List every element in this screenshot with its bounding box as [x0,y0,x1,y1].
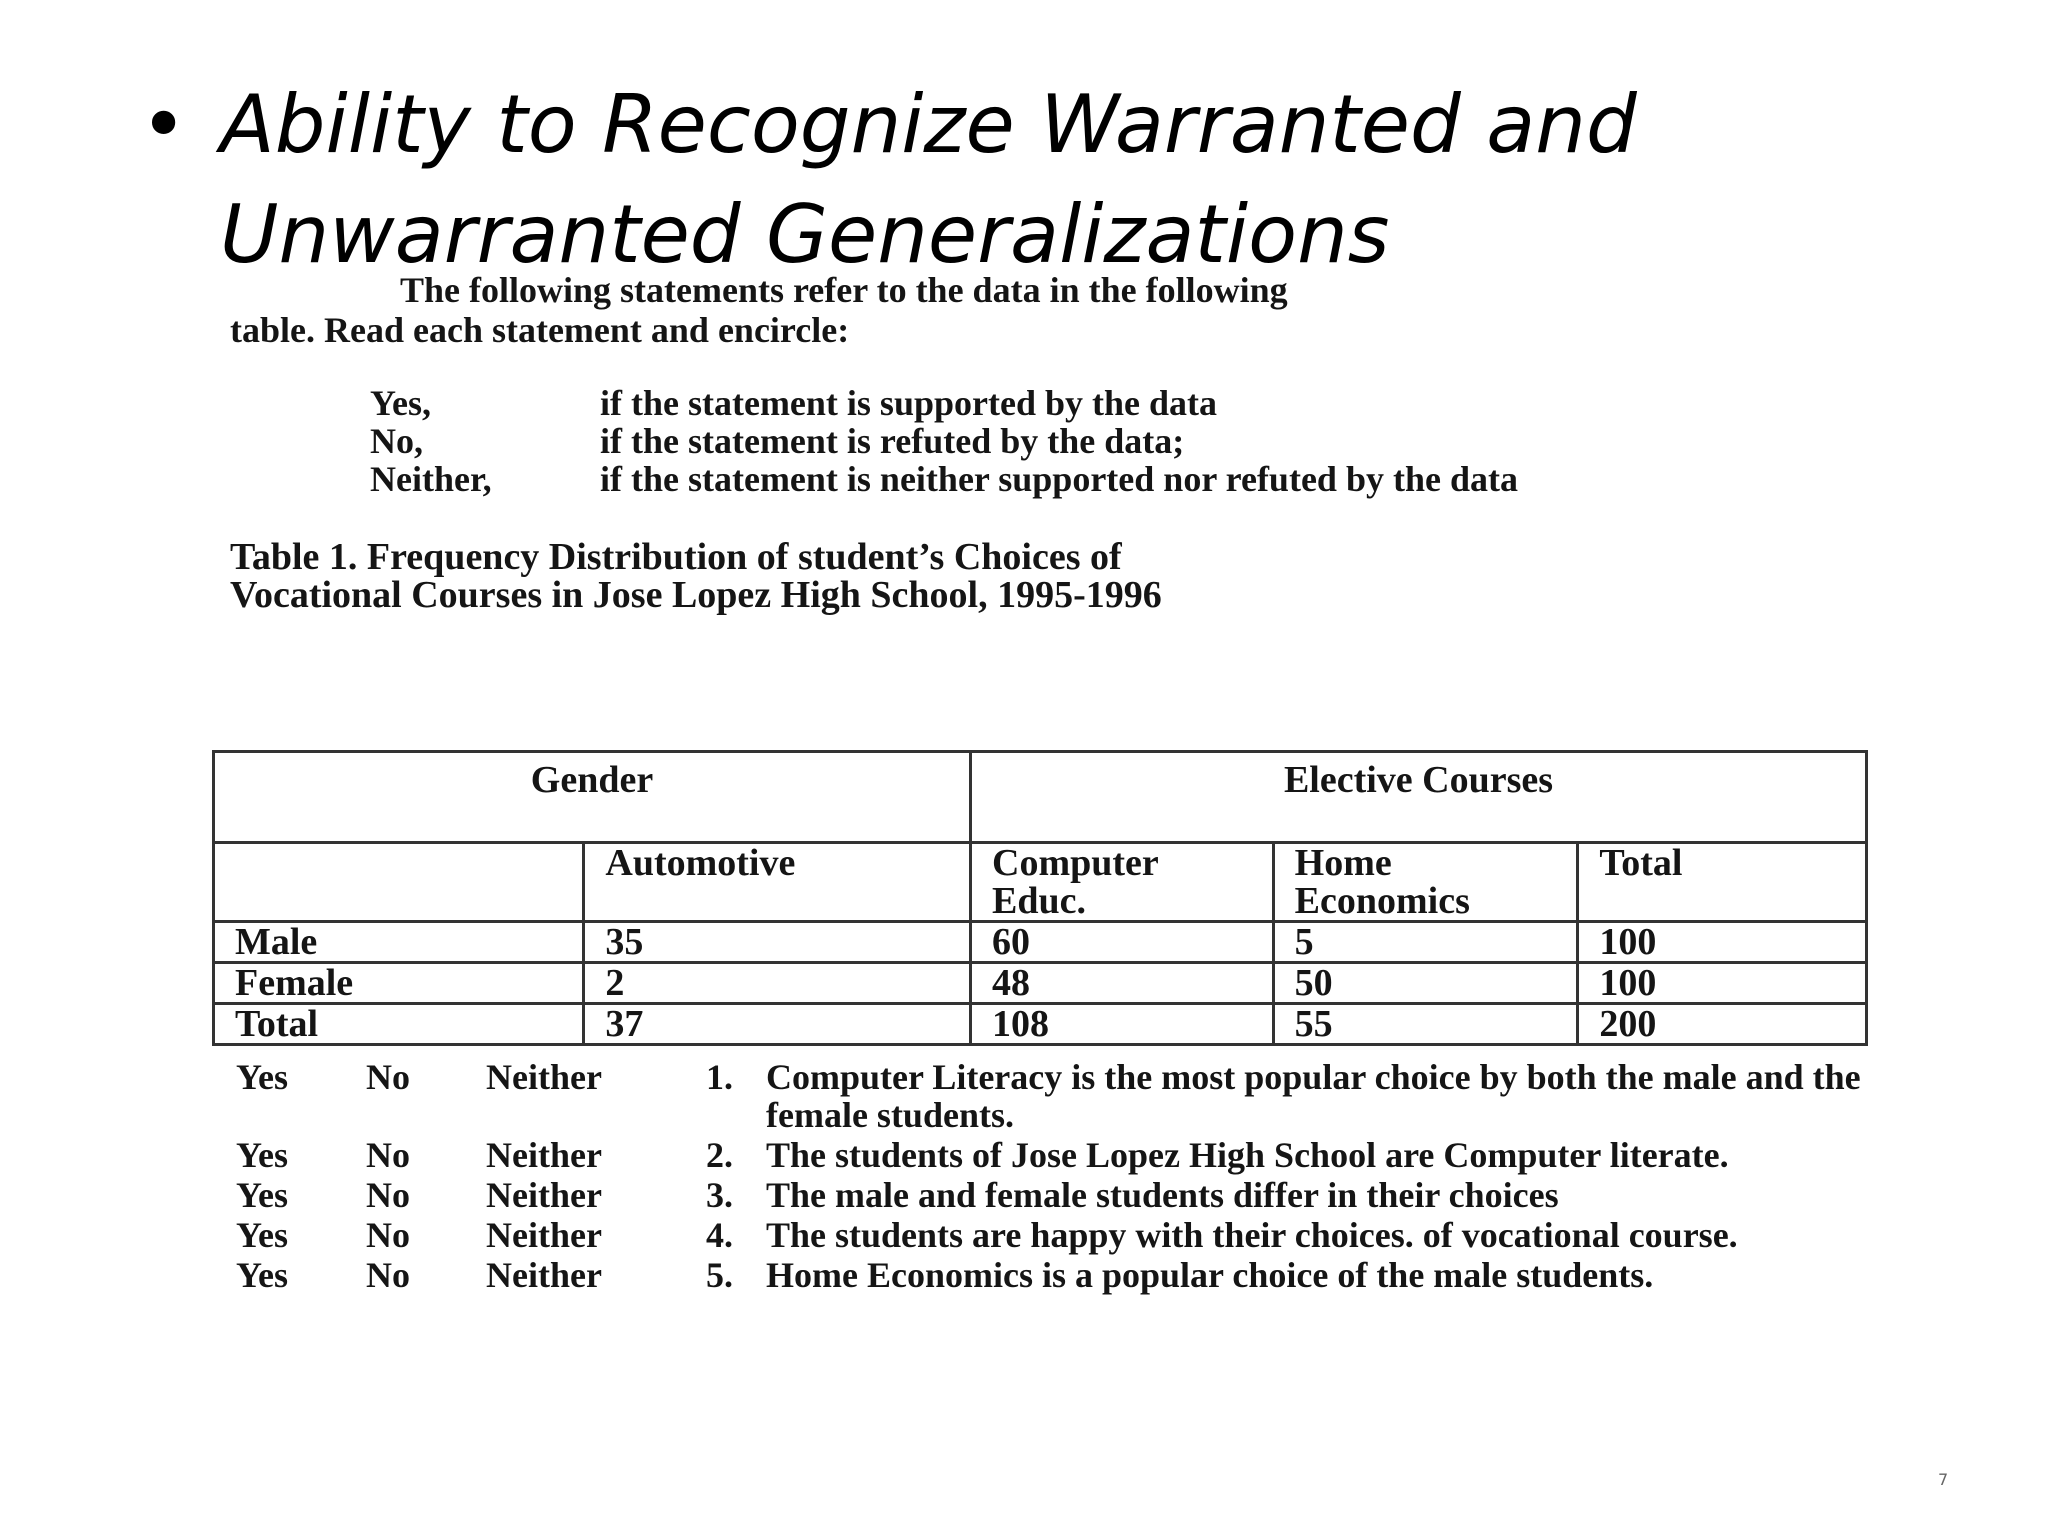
table-cell: 108 [971,1004,1274,1045]
legend-key: Neither, [370,459,492,499]
statement-text: The male and female students differ in their choices [766,1175,1559,1215]
statement-item [236,1136,1886,1174]
option-neither[interactable]: Neither [486,1175,602,1215]
option-no[interactable]: No [366,1255,410,1295]
table-cell: Male [214,922,584,963]
legend-row-yes [370,384,1870,422]
legend-desc: if the statement is neither supported nor refuted by the data [600,459,1518,499]
table-caption-line-1: Table 1. Frequency Distribution of student’s Choices of [230,536,1122,578]
statement-text: The students of Jose Lopez High School are Computer literate. [766,1135,1729,1175]
table-caption [230,538,1730,614]
statement-text: Home Economics is a popular choice of the male students. [766,1255,1654,1295]
column-header-home-economics: Home Economics [1273,843,1578,922]
option-no[interactable]: No [366,1135,410,1175]
slide-title [140,70,1840,290]
statement-item [236,1058,1886,1134]
statement-text: Computer Literacy is the most popular choice by both the male and the female students. [766,1057,1861,1135]
option-no[interactable]: No [366,1057,410,1097]
table-cell: 5 [1273,922,1578,963]
column-header-total: Total [1578,843,1867,922]
statement-list [236,1058,1886,1296]
option-neither[interactable]: Neither [486,1057,602,1097]
option-yes[interactable]: Yes [236,1057,288,1097]
scanned-document [230,270,1870,614]
answer-legend [370,384,1870,498]
table-cell: 37 [584,1004,971,1045]
option-neither[interactable]: Neither [486,1215,602,1255]
table-cell: 100 [1578,922,1867,963]
legend-row-no [370,422,1870,460]
table-cell: Female [214,963,584,1004]
table-cell: 35 [584,922,971,963]
column-header-automotive: Automotive [584,843,971,922]
table-row [214,963,1867,1004]
table-row [214,922,1867,963]
option-neither[interactable]: Neither [486,1135,602,1175]
legend-row-neither [370,460,1870,498]
table-cell: 2 [584,963,971,1004]
instructions [230,270,1870,350]
statement-item [236,1176,1886,1214]
title-line-2: Unwarranted Generalizations [220,188,1390,281]
table-cell: Total [214,1004,584,1045]
table-column-header-row [214,843,1867,922]
table-cell: 55 [1273,1004,1578,1045]
statement-number: 1. [706,1057,733,1097]
option-no[interactable]: No [366,1215,410,1255]
statement-item [236,1216,1886,1254]
bullet: • [140,78,188,171]
statement-item [236,1256,1886,1294]
legend-key: No, [370,421,423,461]
table-cell: 200 [1578,1004,1867,1045]
column-header-computer-educ: Computer Educ. [971,843,1274,922]
table-cell: 50 [1273,963,1578,1004]
option-neither[interactable]: Neither [486,1255,602,1295]
table-group-header-row [214,752,1867,843]
legend-key: Yes, [370,383,431,423]
statement-number: 4. [706,1215,733,1255]
statement-number: 2. [706,1135,733,1175]
legend-desc: if the statement is refuted by the data; [600,421,1185,461]
statement-number: 3. [706,1175,733,1215]
table-caption-line-2: Vocational Courses in Jose Lopez High School, 1995-1996 [230,574,1162,616]
group-header-gender: Gender [214,752,971,843]
group-header-elective-courses: Elective Courses [971,752,1867,843]
title-line-1: Ability to Recognize Warranted and [220,78,1637,171]
option-yes[interactable]: Yes [236,1215,288,1255]
table-cell: 48 [971,963,1274,1004]
frequency-table [212,750,1868,1046]
statement-number: 5. [706,1255,733,1295]
table-cell: 60 [971,922,1274,963]
column-header-blank [214,843,584,922]
instructions-line-1: The following statements refer to the data in the following [400,270,1288,310]
page-number: 7 [1938,1470,1949,1489]
option-yes[interactable]: Yes [236,1135,288,1175]
instructions-line-2: table. Read each statement and encircle: [230,310,850,350]
statement-text: The students are happy with their choices. of vocational course. [766,1215,1738,1255]
table-row [214,1004,1867,1045]
legend-desc: if the statement is supported by the data [600,383,1217,423]
table-cell: 100 [1578,963,1867,1004]
option-no[interactable]: No [366,1175,410,1215]
option-yes[interactable]: Yes [236,1175,288,1215]
option-yes[interactable]: Yes [236,1255,288,1295]
